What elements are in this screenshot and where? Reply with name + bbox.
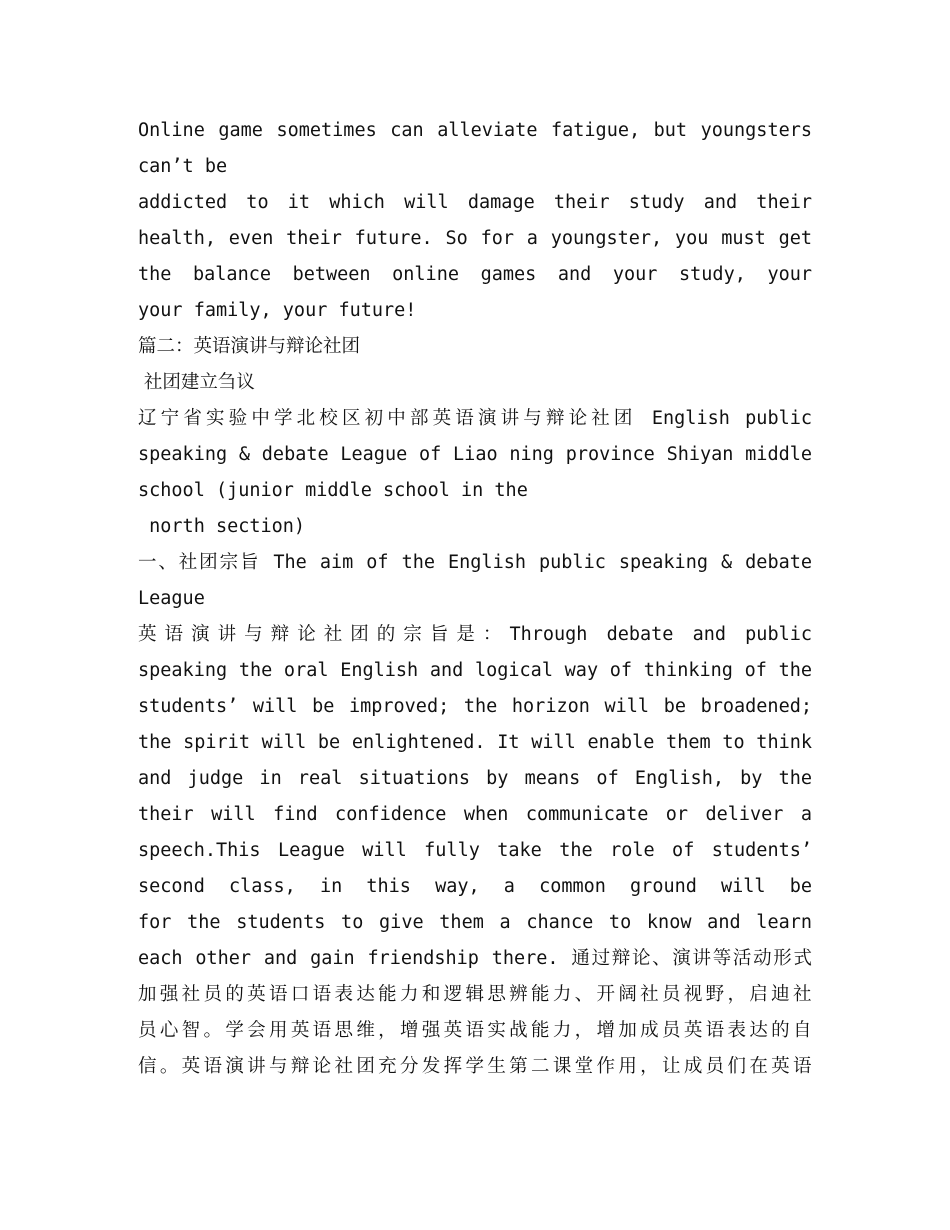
text-line-13: 一、社团宗旨 The aim of the English public speaking & debate <box>138 552 812 573</box>
text-line-22: second class, in this way, a common ground will be <box>138 876 812 897</box>
text-line-21: speech.This League will fully take the role of students’ <box>138 840 812 861</box>
text-line-6: your family, your future! <box>138 300 417 321</box>
text-line-18: the spirit will be enlightened. It will enable them to think <box>138 732 812 753</box>
text-line-10: speaking & debate League of Liao ning province Shiyan middle <box>138 444 812 465</box>
text-line-23: for the students to give them a chance to know and learn <box>138 912 812 933</box>
text-line-3: addicted to it which will damage their study and their <box>138 192 812 213</box>
document-body <box>138 113 812 1085</box>
text-line-19: and judge in real situations by means of English, by the <box>138 768 812 789</box>
text-line-24: each other and gain friendship there. 通过辩论、演讲等活动形式 <box>138 948 812 969</box>
text-line-4: health, even their future. So for a youngster, you must get <box>138 228 812 249</box>
text-line-16: speaking the oral English and logical way of thinking of the <box>138 660 812 681</box>
text-line-12: north section) <box>138 516 306 537</box>
text-line-11: school (junior middle school in the <box>138 480 528 501</box>
text-line-20: their will find confidence when communicate or deliver a <box>138 804 812 825</box>
text-line-27: 信。英语演讲与辩论社团充分发挥学生第二课堂作用，让成员们在英语 <box>138 1056 812 1077</box>
text-line-5: the balance between online games and your study, your <box>138 264 812 285</box>
text-line-1: Online game sometimes can alleviate fatigue, but youngsters <box>138 120 812 141</box>
section-heading: 篇二：英语演讲与辩论社团 <box>138 336 361 357</box>
text-line-17: students’ will be improved; the horizon will be broadened; <box>138 696 812 717</box>
section-subheading: 社团建立刍议 <box>138 372 255 393</box>
text-line-14: League <box>138 588 205 609</box>
text-line-9: 辽宁省实验中学北校区初中部英语演讲与辩论社团 English public <box>138 408 812 429</box>
text-line-2: can’t be <box>138 156 228 177</box>
text-line-15: 英语演讲与辩论社团的宗旨是：Through debate and public <box>138 624 812 645</box>
text-line-26: 员心智。学会用英语思维，增强英语实战能力，增加成员英语表达的自 <box>138 1020 812 1041</box>
text-line-25: 加强社员的英语口语表达能力和逻辑思辨能力、开阔社员视野，启迪社 <box>138 984 812 1005</box>
